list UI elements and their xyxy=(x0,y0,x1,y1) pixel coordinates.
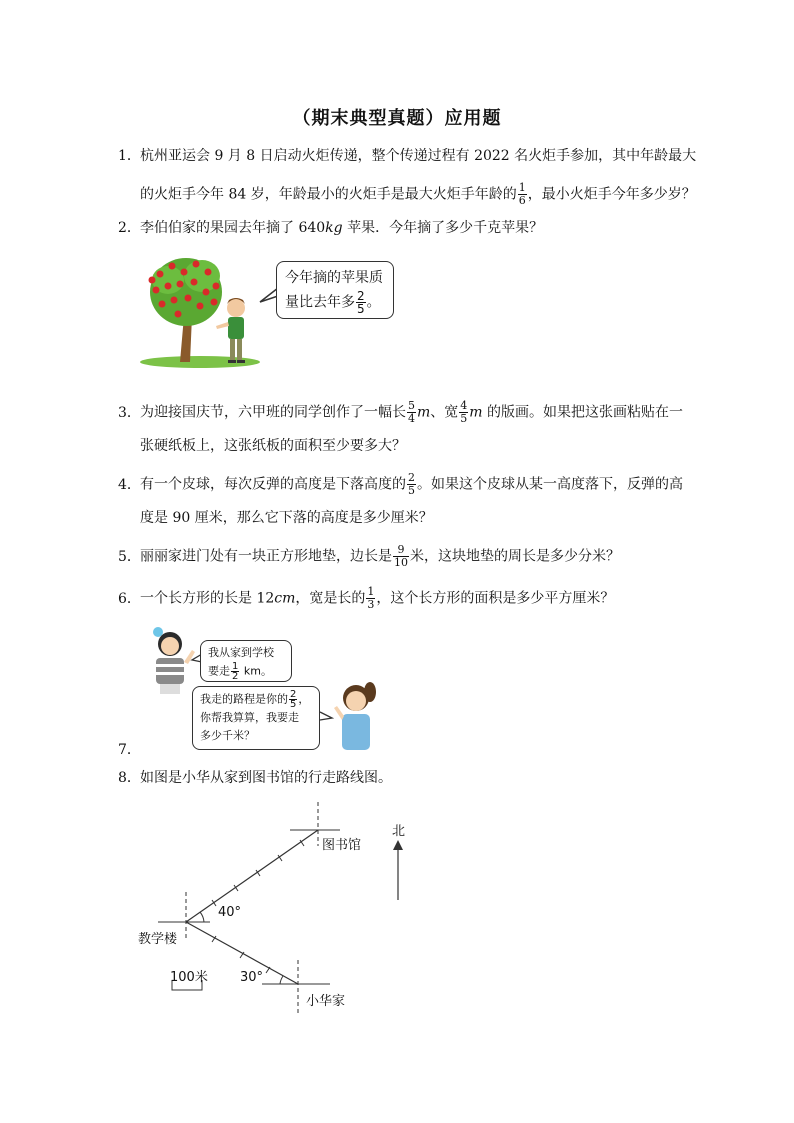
home-label: 小华家 xyxy=(306,994,346,1009)
apple-tree-illustration xyxy=(138,250,268,372)
library-label: 图书馆 xyxy=(322,838,362,853)
angle-arc-40 xyxy=(200,912,204,922)
north-label: 北 xyxy=(392,824,406,839)
page-title: （期末典型真题）应用题 xyxy=(292,108,502,129)
angle-arc-30 xyxy=(280,976,283,984)
question-7: 7． xyxy=(118,742,141,758)
north-arrow-head xyxy=(393,840,403,850)
apple-speech-bubble: 今年摘的苹果质 量比去年多 $\frac{2}{5}$ 。 xyxy=(276,261,394,319)
route-map-diagram xyxy=(140,800,420,1020)
question-1: 1．杭州亚运会 9 月 8 日启动火炬传递，整个传递过程有 2022 名火炬手参加，其中年龄最大 xyxy=(118,148,697,164)
question-8: 8．如图是小华从家到图书馆的行走路线图。 xyxy=(118,770,392,786)
fraction: $\frac{1}{6}$ xyxy=(518,181,526,207)
girl2-speech-bubble: 我走的路程是你的 $\frac{2}{5}$ ， 你帮我算算，我要走 多少千米？ xyxy=(192,686,320,750)
angle-40-label: 40° xyxy=(218,905,242,920)
question-3: 3．为迎接国庆节，六甲班的同学创作了一幅长 $\frac{5}{4}$ m、宽 $\frac{4}{5}$ m 的版画。如果把这张画粘贴在一 xyxy=(118,399,684,425)
question-3-line2: 张硬纸板上，这张纸板的面积至少要多大？ xyxy=(140,438,406,454)
question-2: 2．李伯伯家的果园去年摘了 640kg 苹果．今年摘了多少千克苹果？ xyxy=(118,220,544,236)
scale-label: 100米 xyxy=(170,970,208,985)
girl-with-ponytail-illustration xyxy=(330,680,380,752)
question-6: 6．一个长方形的长是 12cm，宽是长的 $\frac{1}{3}$ ，这个长方形的面积是多少平方厘米？ xyxy=(118,585,615,611)
question-4-line2: 度是 90 厘米，那么它下落的高度是多少厘米？ xyxy=(140,510,433,526)
school-label: 教学楼 xyxy=(138,932,178,947)
question-4: 4．有一个皮球，每次反弹的高度是下落高度的 $\frac{2}{5}$ 。如果这个皮球从某一高度落下，反弹的高 xyxy=(118,471,683,497)
angle-30-label: 30° xyxy=(240,970,264,985)
question-1-line2: 的火炬手今年 84 岁，年龄最小的火炬手是最大火炬手年龄的 $\frac{1}{6}$ ，最小火炬手今年多少岁？ xyxy=(140,181,696,207)
girl1-speech-bubble: 我从家到学校 要走 $\frac{1}{2}$ km。 xyxy=(200,640,292,682)
question-5: 5．丽丽家进门处有一块正方形地垫，边长是 $\frac{9}{10}$ 米，这块地垫的周长是多少分米？ xyxy=(118,543,620,569)
route-school-library xyxy=(186,830,318,922)
